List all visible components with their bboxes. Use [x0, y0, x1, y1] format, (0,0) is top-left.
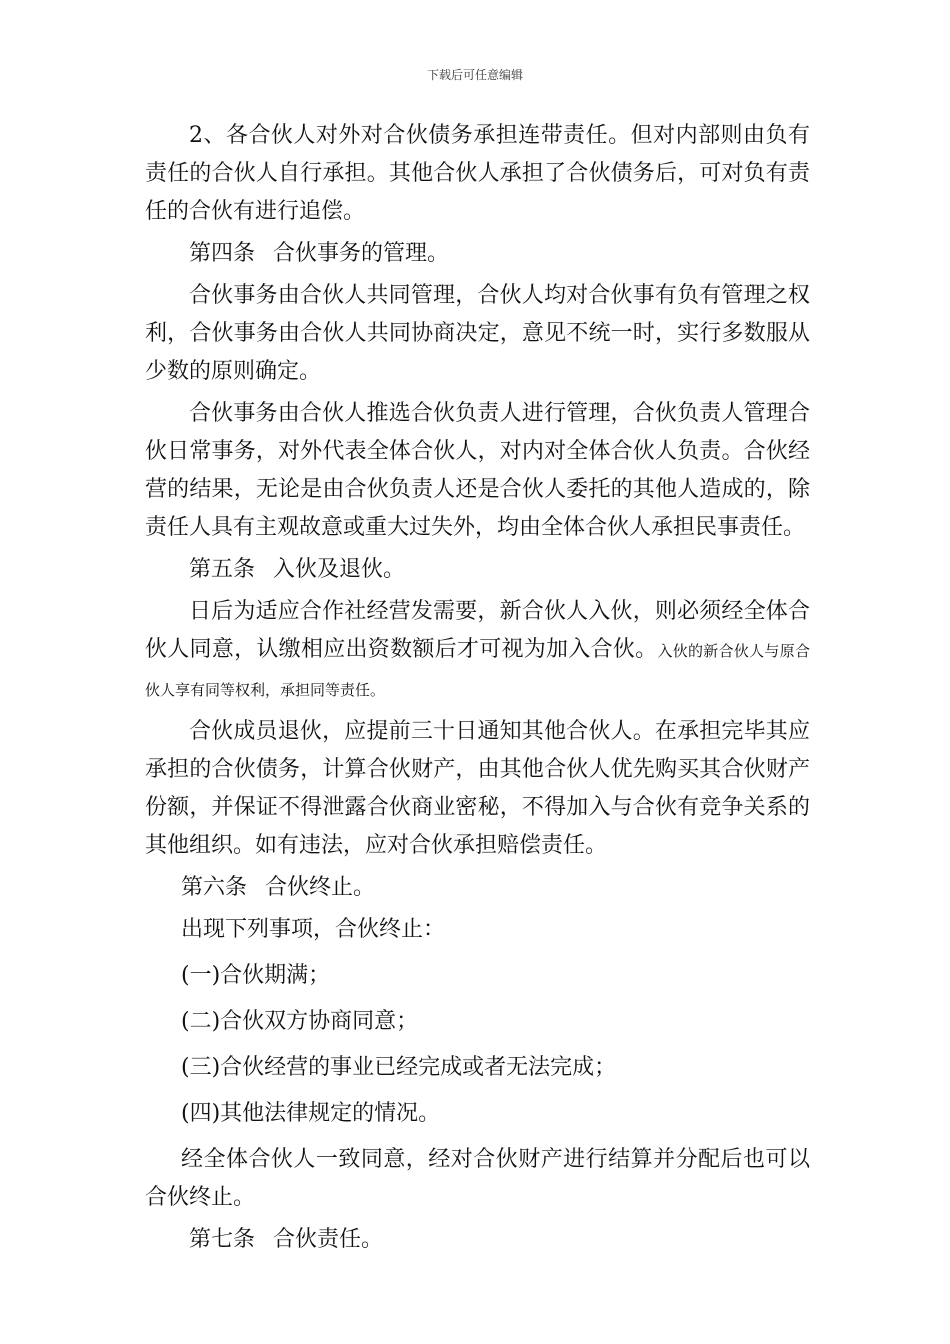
paragraph-joint-management: 合伙事务由合伙人共同管理，合伙人均对合伙事有负有管理之权利，合伙事务由合伙人共同协商决定，意见不统一时，实行多数服从少数的原则确定。 — [145, 283, 810, 384]
article-5-heading — [145, 551, 810, 589]
article-6-title: 合伙终止。 — [265, 875, 376, 900]
admission-small-text: 入伙的新合伙人与原合伙人享有同等权利，承担同等责任。 — [145, 642, 810, 699]
article-4-number: 第四条 — [189, 241, 256, 266]
article-5-number: 第五条 — [189, 557, 256, 582]
termination-item-2: (二)合伙双方协商同意； — [181, 1009, 419, 1034]
admission-main-text: 日后为适应合作社经营发需要，新合伙人入伙，则必须经全体合伙人同意，认缴相应出资数额后才可视为加入合伙。 — [145, 599, 810, 662]
article-4-heading — [145, 235, 810, 273]
paragraph-manager: 合伙事务由合伙人推选合伙负责人进行管理，合伙负责人管理合伙日常事务，对外代表全体合伙人，对内对全体合伙人负责。合伙经营的结果，无论是由合伙负责人还是合伙人委托的其他人造成的，除责任人具有主观故意或重大过失外，均由全体合伙人承担民事责任。 — [145, 401, 810, 540]
article-7-title: 合伙责任。 — [273, 1227, 384, 1252]
article-7-heading — [145, 1221, 810, 1259]
termination-item-4: (四)其他法律规定的情况。 — [181, 1101, 441, 1126]
paragraph-termination-consent: 经全体合伙人一致同意，经对合伙财产进行结算并分配后也可以合伙终止。 — [145, 1147, 810, 1210]
paragraph-admission — [145, 593, 810, 709]
paragraph-termination-intro: 出现下列事项，合伙终止： — [181, 917, 446, 942]
document-body — [145, 117, 810, 1259]
termination-item-3: (三)合伙经营的事业已经完成或者无法完成； — [181, 1055, 617, 1080]
page-header: 下载后可任意编辑 — [426, 68, 523, 82]
article-5-title: 入伙及退伙。 — [273, 557, 406, 582]
article-7-number: 第七条 — [189, 1227, 256, 1252]
termination-item-1: (一)合伙期满； — [181, 963, 331, 988]
article-6-heading — [145, 869, 810, 907]
article-6-number: 第六条 — [181, 875, 248, 900]
clause-paragraph-joint-liability: 2、各合伙人对外对合伙债务承担连带责任。但对内部则由负有责任的合伙人自行承担。其他合伙人承担了合伙债务后，可对负有责任的合伙有进行追偿。 — [145, 123, 810, 224]
paragraph-withdrawal: 合伙成员退伙，应提前三十日通知其他合伙人。在承担完毕其应承担的合伙债务，计算合伙财产，由其他合伙人优先购买其合伙财产份额，并保证不得泄露合伙商业密秘，不得加入与合伙有竞争关系的其他组织。如有违法，应对合伙承担赔偿责任。 — [145, 719, 810, 858]
article-4-title: 合伙事务的管理。 — [273, 241, 450, 266]
